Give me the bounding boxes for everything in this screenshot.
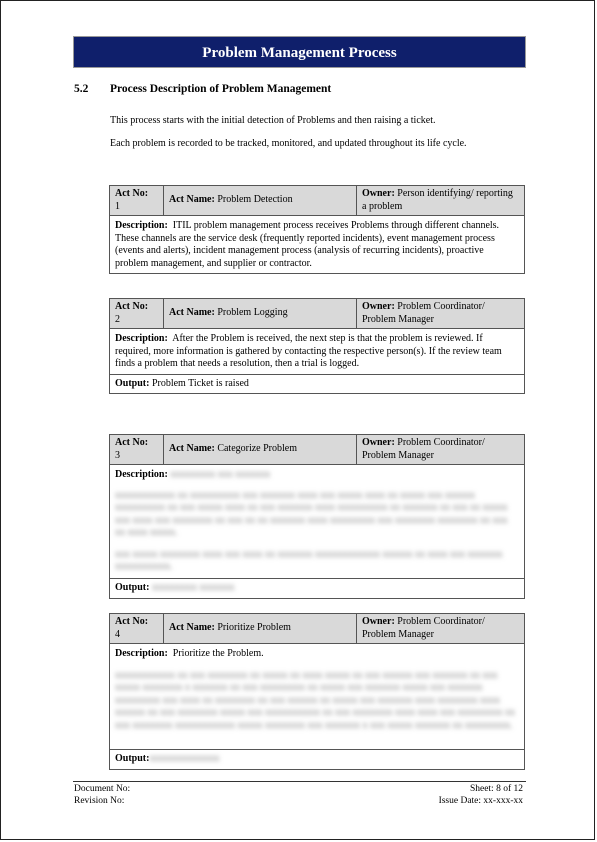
act-owner-cell: Owner: Problem Coordinator/ Problem Manager	[362, 437, 485, 461]
redacted-block: xxxxxxxxxxxx xx xxx xxxxxxxx xx xxxxx xx xxxx xxxxx xx xxx xxxxxx xxx xxxxxxx xx xxx xxxxx xxxxxxxx x xxxxxxx xx xxx xxxxxxxxx xx xxxxx xxx xxxxxxx xxxxx xxx xxxxxxx xxxxxxxxx xxx xxxx xx xxxxxxxx xx xxx xxxxxx xx xxxxx xxx xxxxxxx xxxx xxxxxxxx xxxx xxxxxx xx xxx xxxxxxxx xxxxx xxx xxxxxxxxxxx xx xxx xxxxxxxx xxxx xxxx xxx xxxxxxxxx xx xxx xxxxxxxx xxxxxxxxxxxx xxxxx xxxxxxxx xxx xxxxxxx x xxx xxxxx xxxxxxx xx xxxxxxxxx.	[115, 669, 515, 731]
intro-paragraph-2: Each problem is recorded to be tracked, monitored, and updated throughout its life cycle.	[110, 138, 467, 149]
act-description: Description: After the Problem is received, the next step is that the problem is reviewed. If required, more information is gathered by contacting the respective person(s). If the review team finds a problem that needs a resolution, then a trial is logged.	[115, 333, 502, 369]
act-number-cell: Act No: 2	[110, 299, 164, 328]
act-number-cell: Act No: 4	[110, 614, 164, 643]
act-name-cell: Act Name: Prioritize Problem	[164, 614, 357, 643]
act-owner-cell: Owner: Problem Coordinator/ Problem Manager	[362, 616, 485, 640]
redacted-text: xxxxxxxxxxxxxx	[149, 753, 220, 764]
footer-revision-no: Revision No:	[74, 796, 125, 806]
act-name-cell: Act Name: Categorize Problem	[164, 435, 357, 464]
act-output: Output: Problem Ticket is raised	[110, 374, 524, 394]
act-header-row	[110, 614, 524, 644]
act-name-cell: Act Name: Problem Logging	[164, 299, 357, 328]
act-name-cell: Act Name: Problem Detection	[164, 186, 357, 215]
act-header-row	[110, 186, 524, 216]
act-header-row	[110, 435, 524, 465]
footer-document-no: Document No:	[74, 784, 131, 794]
redacted-text: xxxxxxxxx xxx xxxxxxx	[170, 469, 271, 480]
act-output: Output: xxxxxxxxx xxxxxxx	[110, 578, 524, 598]
act-number-cell: Act No: 1	[110, 186, 164, 215]
act-table-4	[109, 613, 525, 770]
act-description: Description: Prioritize the Problem. xxxxxxxxxxxx xx xxx xxxxxxxx xx xxxxx xx xxxx xxxxx xx xxx xxxxxx xxx xxxxxxx xx xxx xxxxx xxxxxxxx x xxxxxxx xx xxx xxxxxxxxx xx xxxxx xxx xxxxxxx xxxxx xxx xxxxxxx xxxxxxxxx xxx xxxx xx xxxxxxxx xx xxx xxxxxx xx xxxxx xxx xxxxxxx xxxx xxxxxxxx xxxx xxxxxx xx xxx xxxxxxxx xxxxx xxx xxxxxxxxxxx xx xxx xxxxxxxx xxxx xxxx xxx xxxxxxxxx xx xxx xxxxxxxx xxxxxxxxxxxx xxxxx xxxxxxxx xxx xxxxxxx x xxx xxxxx xxxxxxx xx xxxxxxxxx.	[110, 644, 524, 749]
act-table-3	[109, 434, 525, 599]
act-description: Description: xxxxxxxxx xxx xxxxxxx xxxxxxxxxxxx xx xxxxxxxxxx xxx xxxxxxx xxxx xxx xxxxx xxxx xx xxxxx xxx xxxxxx xxxxxxxxxx xx xxx xxxxx xxxx xx xxx xxxxxxx xxxx xxxxxxxxxx xx xxxxxxx xx xxx xx xxxxx xxx xxxx xxx xxxxxxxx xx xxx xx xx xxxxxxx xxxx xxxxxxxxx xxx xxxxxxxx xxxxxxxx xx xxx xx xxxx xxxxx. xxx xxxxx xxxxxxxx xxxx xxx xxxx xx xxxxxxx xxxxxxxxxxxxx xxxxxx xx xxxx xxx xxxxxxx xxxxxxxxxxx.	[110, 465, 524, 578]
footer-sheet: Sheet: 8 of 12	[469, 784, 523, 794]
act-table-2	[109, 298, 525, 394]
page-banner-title: Problem Management Process	[73, 36, 526, 68]
act-description: Description: ITIL problem management process receives Problems through different channels. These channels are the service desk (frequently reported incidents), event management process (events and alerts), incident management process (analysis of recurring incidents), proactive problem management, and supplier or contractor.	[115, 220, 500, 269]
act-number-cell: Act No: 3	[110, 435, 164, 464]
intro-paragraph-1: This process starts with the initial detection of Problems and then raising a ticket.	[110, 115, 436, 126]
footer-divider	[73, 781, 526, 782]
act-table-1	[109, 185, 525, 274]
act-header-row	[110, 299, 524, 329]
act-owner-cell: Owner: Person identifying/ reporting a problem	[362, 188, 513, 212]
section-number: 5.2	[74, 83, 89, 95]
redacted-block: xxxxxxxxxxxx xx xxxxxxxxxx xxx xxxxxxx xxxx xxx xxxxx xxxx xx xxxxx xxx xxxxxx xxxxxxxxxx xx xxx xxxxx xxxx xx xxx xxxxxxx xxxx xxxxxxxxxx xx xxxxxxx xx xxx xx xxxxx xxx xxxx xxx xxxxxxxx xx xxx xx xx xxxxxxx xxxx xxxxxxxxx xxx xxxxxxxx xxxxxxxx xx xxx xx xxxx xxxxx. xxx xxxxx xxxxxxxx xxxx xxx xxxx xx xxxxxxx xxxxxxxxxxxxx xxxxxx xx xxxx xxx xxxxxxx xxxxxxxxxxx.	[115, 489, 508, 572]
act-owner-cell: Owner: Problem Coordinator/ Problem Manager	[362, 301, 485, 325]
redacted-text: xxxxxxxxx xxxxxxx	[151, 582, 235, 593]
act-output: Output:xxxxxxxxxxxxxx	[110, 749, 524, 769]
footer-issue-date: Issue Date: xx-xxx-xx	[438, 796, 523, 806]
section-title: Process Description of Problem Management	[110, 83, 332, 95]
